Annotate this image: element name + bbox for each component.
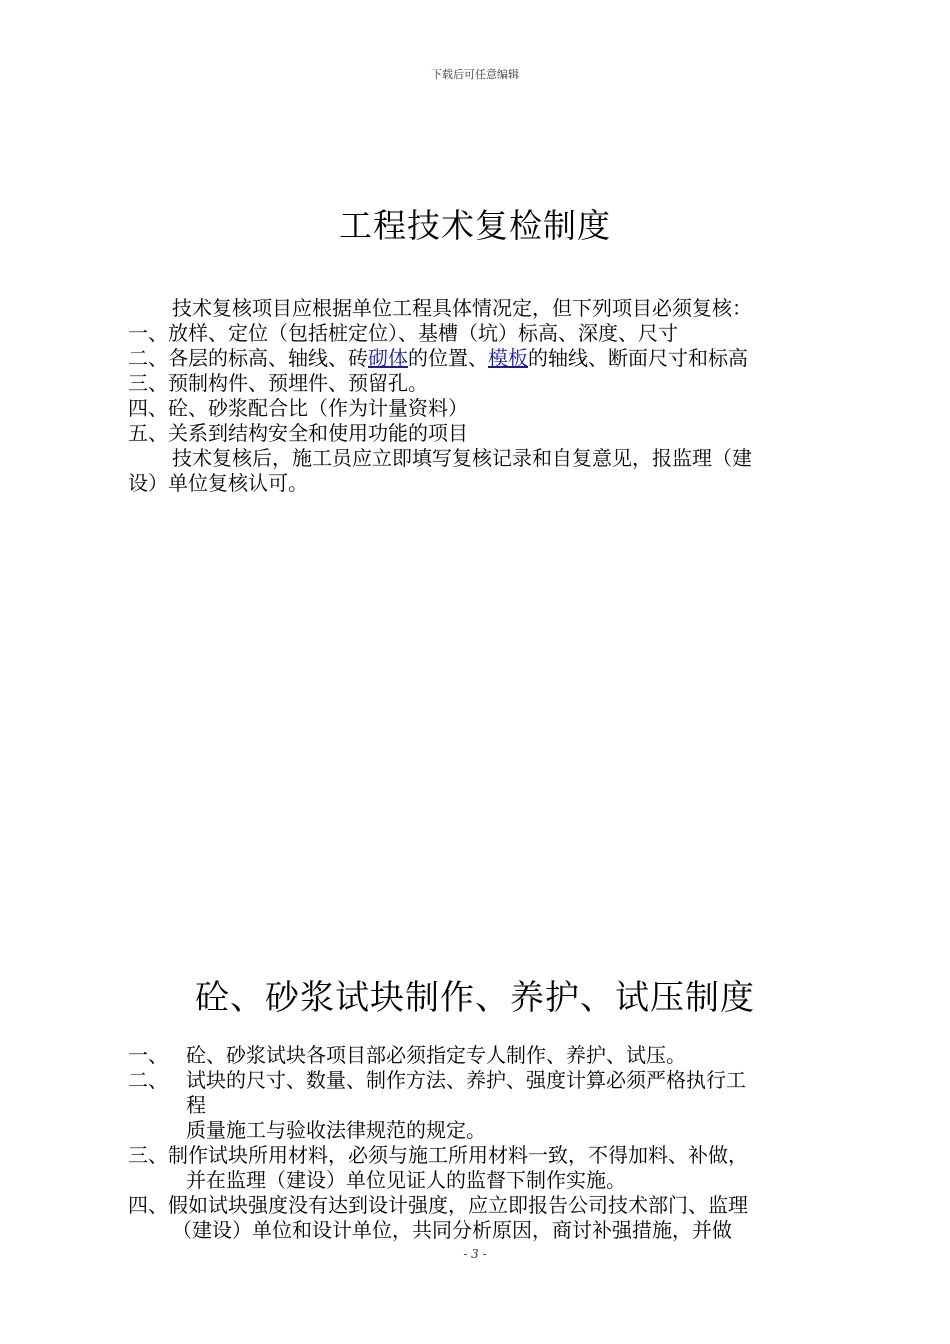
section2-item-4-line-1: 四、假如试块强度没有达到设计强度，应立即报告公司技术部门、监理	[128, 1193, 748, 1217]
page-number: - 3 -	[463, 1247, 487, 1261]
section2-item-3-line-2: 并在监理（建设）单位见证人的监督下制作实施。	[186, 1168, 626, 1192]
section1-item-5: 五、关系到结构安全和使用功能的项目	[128, 421, 468, 445]
section1-item-4: 四、砼、砂浆配合比（作为计量资料）	[128, 396, 468, 420]
masonry-link[interactable]: 砌体	[368, 346, 408, 370]
section2-item-2-wrap: 程	[186, 1093, 206, 1117]
section1-item-2-post: 的轴线、断面尺寸和标高	[528, 346, 748, 370]
section1-item-2	[128, 346, 748, 371]
section1-item-3: 三、预制构件、预埋件、预留孔。	[128, 371, 428, 395]
section2-title: 砼、砂浆试块制作、养护、试压制度	[195, 978, 755, 1018]
section2-item-2-num: 二、	[128, 1068, 168, 1092]
section2-item-3-line-1: 三、制作试块所用材料，必须与施工所用材料一致，不得加料、补做，	[128, 1143, 748, 1167]
formwork-link[interactable]: 模板	[488, 346, 528, 370]
page-header: 下载后可任意编辑	[431, 68, 519, 81]
section1-title: 工程技术复检制度	[339, 206, 611, 245]
section1-closing-line-1: 技术复核后，施工员应立即填写复核记录和自复意见，报监理（建	[172, 446, 752, 470]
section1-item-2-pre: 二、各层的标高、轴线、砖	[128, 346, 368, 370]
section2-item-4-line-2: （建设）单位和设计单位，共同分析原因，商讨补强措施，并做	[172, 1218, 732, 1242]
section1-intro: 技术复核项目应根据单位工程具体情况定，但下列项目必须复核：	[172, 296, 752, 320]
section1-item-2-mid: 的位置、	[408, 346, 488, 370]
section2-item-2-cont: 质量施工与验收法律规范的规定。	[186, 1118, 486, 1142]
section2-item-2-text: 试块的尺寸、数量、制作方法、养护、强度计算必须严格执行工	[186, 1068, 746, 1092]
section1-closing-line-2: 设）单位复核认可。	[128, 471, 308, 495]
section2-item-1-text: 砼、砂浆试块各项目部必须指定专人制作、养护、试压。	[186, 1043, 686, 1067]
section1-item-1: 一、放样、定位（包括桩定位）、基槽（坑）标高、深度、尺寸	[128, 321, 678, 345]
section2-item-1-num: 一、	[128, 1043, 168, 1067]
